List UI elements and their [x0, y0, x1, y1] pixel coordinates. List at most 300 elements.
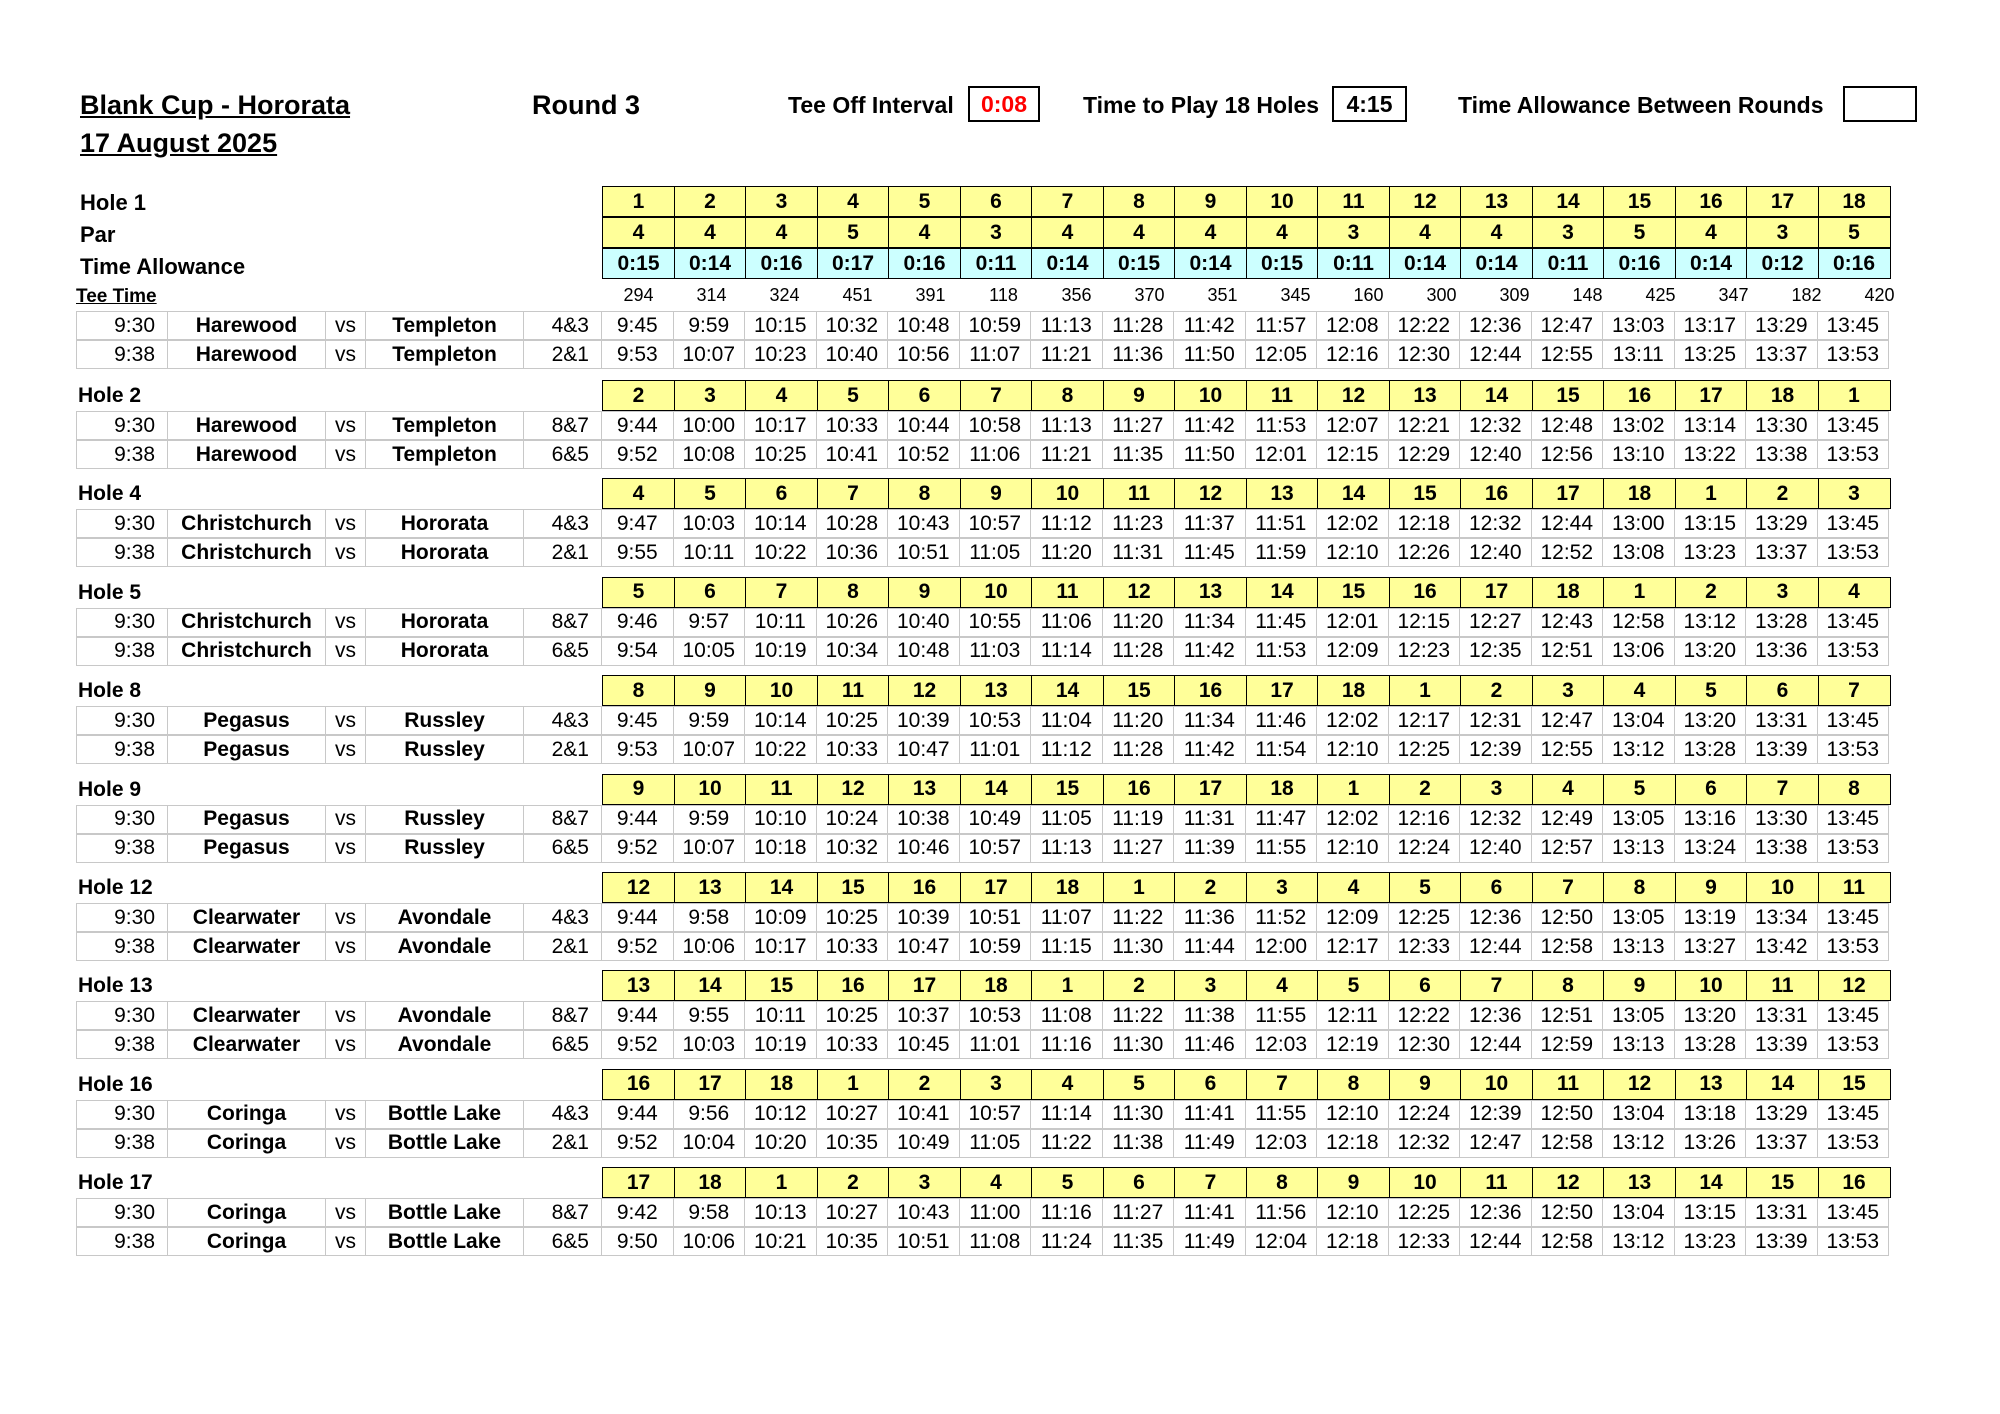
hole-time-10: 11:55 — [1246, 835, 1318, 862]
course-hole-18: 18 — [1818, 186, 1891, 217]
sequence-hole-8: 1 — [1103, 872, 1176, 903]
hole-time-11: 12:19 — [1317, 1031, 1389, 1058]
team-b: Templeton — [366, 441, 524, 468]
course-allowance-5: 0:16 — [888, 248, 961, 279]
hole-sequence — [602, 872, 1891, 903]
hole-time-12: 12:17 — [1389, 707, 1461, 734]
sequence-hole-6: 18 — [960, 970, 1033, 1001]
hole-time-16: 13:18 — [1675, 1101, 1747, 1128]
hole-time-3: 10:11 — [745, 1002, 817, 1029]
team-a: Pegasus — [168, 736, 326, 763]
hole-time-11: 12:02 — [1317, 510, 1389, 537]
hole-time-17: 13:36 — [1746, 638, 1818, 665]
hole-time-11: 12:10 — [1317, 736, 1389, 763]
course-par-9: 4 — [1174, 217, 1247, 248]
hole-time-6: 10:58 — [960, 412, 1032, 439]
match-result: 4&3 — [524, 707, 602, 734]
sequence-hole-7: 10 — [1031, 478, 1104, 509]
hole-time-7: 11:14 — [1031, 1101, 1103, 1128]
hole-time-6: 11:05 — [960, 539, 1032, 566]
match-row — [76, 834, 1889, 863]
hole-time-18: 13:45 — [1818, 1101, 1890, 1128]
hole-time-13: 12:36 — [1460, 312, 1532, 339]
course-distance-6: 118 — [989, 284, 1018, 305]
hole-time-18: 13:45 — [1818, 412, 1890, 439]
hole-time-1: 9:45 — [602, 707, 674, 734]
sequence-hole-9: 7 — [1174, 1167, 1247, 1198]
hole-time-7: 11:05 — [1031, 806, 1103, 833]
course-distance-18: 420 — [1864, 284, 1895, 305]
hole-time-5: 10:47 — [888, 933, 960, 960]
course-hole-2: 2 — [674, 186, 747, 217]
team-a: Pegasus — [168, 707, 326, 734]
hole-time-15: 13:02 — [1603, 412, 1675, 439]
match-result: 8&7 — [524, 412, 602, 439]
hole-time-1: 9:52 — [602, 835, 674, 862]
match-row — [76, 1100, 1889, 1129]
team-a: Clearwater — [168, 933, 326, 960]
match-result: 4&3 — [524, 1101, 602, 1128]
vs-label: vs — [326, 441, 366, 468]
hole-time-14: 12:55 — [1532, 341, 1604, 368]
hole-time-1: 9:52 — [602, 441, 674, 468]
hole-time-5: 10:48 — [888, 638, 960, 665]
hole-time-4: 10:24 — [817, 806, 889, 833]
hole-time-18: 13:45 — [1818, 1199, 1890, 1226]
hole-time-13: 12:32 — [1460, 412, 1532, 439]
sequence-hole-15: 5 — [1603, 774, 1676, 805]
course-allowance-3: 0:16 — [745, 248, 818, 279]
hole-time-10: 11:59 — [1246, 539, 1318, 566]
hole-time-13: 12:36 — [1460, 1199, 1532, 1226]
hole-time-12: 12:24 — [1389, 835, 1461, 862]
hole-time-4: 10:28 — [817, 510, 889, 537]
sequence-hole-15: 8 — [1603, 872, 1676, 903]
hole-time-8: 11:36 — [1103, 341, 1175, 368]
sequence-hole-12: 9 — [1389, 1069, 1462, 1100]
sequence-hole-13: 6 — [1460, 872, 1533, 903]
hole-time-6: 11:03 — [960, 638, 1032, 665]
hole-time-11: 12:02 — [1317, 707, 1389, 734]
hole-time-8: 11:19 — [1103, 806, 1175, 833]
course-par-10: 4 — [1246, 217, 1319, 248]
match-result: 6&5 — [524, 835, 602, 862]
team-a: Harewood — [168, 341, 326, 368]
hole-time-13: 12:44 — [1460, 1228, 1532, 1255]
hole-time-16: 13:25 — [1675, 341, 1747, 368]
course-hole-7: 7 — [1031, 186, 1104, 217]
hole-time-2: 9:56 — [674, 1101, 746, 1128]
team-a: Pegasus — [168, 806, 326, 833]
hole-time-4: 10:32 — [817, 835, 889, 862]
tee-time: 9:30 — [76, 1002, 168, 1029]
tee-time: 9:30 — [76, 806, 168, 833]
sequence-hole-14: 4 — [1532, 774, 1605, 805]
hole-time-7: 11:16 — [1031, 1031, 1103, 1058]
sequence-hole-17: 2 — [1746, 478, 1819, 509]
hole-time-4: 10:27 — [817, 1101, 889, 1128]
vs-label: vs — [326, 312, 366, 339]
match-result: 6&5 — [524, 638, 602, 665]
hole-time-12: 12:30 — [1389, 341, 1461, 368]
course-distance-1: 294 — [623, 284, 654, 305]
course-hole-15: 15 — [1603, 186, 1676, 217]
sequence-hole-9: 17 — [1174, 774, 1247, 805]
hole-time-13: 12:40 — [1460, 539, 1532, 566]
hole-time-3: 10:25 — [745, 441, 817, 468]
course-hole-17: 17 — [1746, 186, 1819, 217]
match-result: 4&3 — [524, 904, 602, 931]
hole-time-6: 10:57 — [960, 1101, 1032, 1128]
hole-time-2: 10:06 — [674, 933, 746, 960]
course-allowance-13: 0:14 — [1460, 248, 1533, 279]
hole-time-6: 10:57 — [960, 835, 1032, 862]
hole-sequence — [602, 1069, 1891, 1100]
match-row — [76, 1001, 1889, 1030]
hole-time-9: 11:49 — [1174, 1130, 1246, 1157]
hole-time-15: 13:04 — [1603, 1199, 1675, 1226]
hole-time-11: 12:18 — [1317, 1228, 1389, 1255]
vs-label: vs — [326, 609, 366, 636]
hole-time-5: 10:45 — [888, 1031, 960, 1058]
sequence-hole-4: 2 — [817, 1167, 890, 1198]
match-row — [76, 1030, 1889, 1059]
sequence-hole-14: 7 — [1532, 872, 1605, 903]
hole-time-2: 10:07 — [674, 835, 746, 862]
hole-time-11: 12:10 — [1317, 539, 1389, 566]
hole-time-3: 10:19 — [745, 638, 817, 665]
hole-time-9: 11:34 — [1174, 609, 1246, 636]
vs-label: vs — [326, 806, 366, 833]
sequence-hole-10: 3 — [1246, 872, 1319, 903]
hole-time-4: 10:25 — [817, 904, 889, 931]
tee-time: 9:30 — [76, 1101, 168, 1128]
hole-time-15: 13:03 — [1603, 312, 1675, 339]
hole-time-16: 13:28 — [1675, 736, 1747, 763]
hole-time-1: 9:47 — [602, 510, 674, 537]
vs-label: vs — [326, 638, 366, 665]
hole-time-10: 12:03 — [1246, 1130, 1318, 1157]
hole-time-2: 10:08 — [674, 441, 746, 468]
hole-time-5: 10:43 — [888, 1199, 960, 1226]
section-label: Hole 12 — [78, 876, 153, 899]
course-distance-2: 314 — [696, 284, 727, 305]
sequence-hole-3: 1 — [745, 1167, 818, 1198]
sequence-hole-17: 10 — [1746, 872, 1819, 903]
hole-time-11: 12:09 — [1317, 904, 1389, 931]
course-par-11: 3 — [1317, 217, 1390, 248]
hole-time-17: 13:31 — [1746, 1002, 1818, 1029]
sequence-hole-5: 9 — [888, 577, 961, 608]
hole-time-17: 13:28 — [1746, 609, 1818, 636]
sequence-hole-5: 6 — [888, 380, 961, 411]
hole-time-14: 12:50 — [1532, 904, 1604, 931]
hole-time-4: 10:25 — [817, 707, 889, 734]
hole-time-2: 9:58 — [674, 1199, 746, 1226]
hole-time-9: 11:42 — [1174, 312, 1246, 339]
course-hole-1: 1 — [602, 186, 675, 217]
sequence-hole-11: 4 — [1317, 872, 1390, 903]
hole-time-14: 12:44 — [1532, 510, 1604, 537]
sequence-hole-2: 5 — [674, 478, 747, 509]
hole-time-14: 12:59 — [1532, 1031, 1604, 1058]
sequence-hole-18: 16 — [1818, 1167, 1891, 1198]
hole-time-13: 12:35 — [1460, 638, 1532, 665]
course-distances — [602, 282, 1916, 308]
sequence-hole-13: 17 — [1460, 577, 1533, 608]
sequence-hole-8: 16 — [1103, 774, 1176, 805]
team-b: Bottle Lake — [366, 1130, 524, 1157]
hole-time-2: 10:03 — [674, 510, 746, 537]
hole-time-10: 11:45 — [1246, 609, 1318, 636]
sequence-hole-8: 9 — [1103, 380, 1176, 411]
sequence-hole-2: 17 — [674, 1069, 747, 1100]
hole-time-14: 12:50 — [1532, 1101, 1604, 1128]
hole-time-14: 12:50 — [1532, 1199, 1604, 1226]
hole-time-7: 11:20 — [1031, 539, 1103, 566]
hole-time-10: 11:47 — [1246, 806, 1318, 833]
hole-time-18: 13:45 — [1818, 510, 1890, 537]
hole-time-17: 13:31 — [1746, 1199, 1818, 1226]
sequence-hole-11: 18 — [1317, 675, 1390, 706]
hole-time-4: 10:41 — [817, 441, 889, 468]
hole-time-9: 11:39 — [1174, 835, 1246, 862]
vs-label: vs — [326, 412, 366, 439]
match-row — [76, 735, 1889, 764]
sequence-hole-3: 14 — [745, 872, 818, 903]
sequence-hole-15: 12 — [1603, 1069, 1676, 1100]
hole-time-5: 10:39 — [888, 707, 960, 734]
hole-time-12: 12:25 — [1389, 1199, 1461, 1226]
sequence-hole-16: 1 — [1675, 478, 1748, 509]
hole-time-18: 13:53 — [1818, 933, 1890, 960]
hole-time-14: 12:56 — [1532, 441, 1604, 468]
sequence-hole-11: 9 — [1317, 1167, 1390, 1198]
hole-time-8: 11:27 — [1103, 412, 1175, 439]
sequence-hole-7: 15 — [1031, 774, 1104, 805]
hole-time-5: 10:40 — [888, 609, 960, 636]
hole-time-5: 10:39 — [888, 904, 960, 931]
sequence-hole-3: 15 — [745, 970, 818, 1001]
hole-time-9: 11:49 — [1174, 1228, 1246, 1255]
hole-time-11: 12:17 — [1317, 933, 1389, 960]
course-hole-16: 16 — [1675, 186, 1748, 217]
tee-off-interval-value[interactable]: 0:08 — [968, 86, 1040, 122]
match-result: 8&7 — [524, 609, 602, 636]
sequence-hole-10: 13 — [1246, 478, 1319, 509]
sequence-hole-15: 9 — [1603, 970, 1676, 1001]
match-result: 2&1 — [524, 539, 602, 566]
sequence-hole-15: 1 — [1603, 577, 1676, 608]
sequence-hole-9: 6 — [1174, 1069, 1247, 1100]
hole-time-12: 12:25 — [1389, 736, 1461, 763]
hole-time-17: 13:29 — [1746, 1101, 1818, 1128]
hole-time-14: 12:48 — [1532, 412, 1604, 439]
sequence-hole-5: 12 — [888, 675, 961, 706]
match-result: 6&5 — [524, 1031, 602, 1058]
hole-time-8: 11:28 — [1103, 638, 1175, 665]
hole-time-6: 10:57 — [960, 510, 1032, 537]
hole-time-8: 11:22 — [1103, 904, 1175, 931]
course-allowance-12: 0:14 — [1389, 248, 1462, 279]
hole-time-8: 11:30 — [1103, 1031, 1175, 1058]
hole-time-14: 12:47 — [1532, 707, 1604, 734]
hole-time-13: 12:44 — [1460, 341, 1532, 368]
sequence-hole-6: 7 — [960, 380, 1033, 411]
hole-time-9: 11:50 — [1174, 341, 1246, 368]
hole-time-13: 12:40 — [1460, 441, 1532, 468]
hole-time-8: 11:38 — [1103, 1130, 1175, 1157]
hole-time-10: 11:53 — [1246, 638, 1318, 665]
hole-time-5: 10:51 — [888, 1228, 960, 1255]
hole-time-9: 11:38 — [1174, 1002, 1246, 1029]
hole-time-16: 13:26 — [1675, 1130, 1747, 1157]
allowance-between-label: Time Allowance Between Rounds — [1458, 92, 1824, 118]
course-distance-14: 148 — [1572, 284, 1603, 305]
sequence-hole-12: 2 — [1389, 774, 1462, 805]
sequence-hole-17: 6 — [1746, 675, 1819, 706]
hole-time-6: 11:01 — [960, 736, 1032, 763]
course-distance-17: 182 — [1791, 284, 1822, 305]
hole-time-3: 10:17 — [745, 412, 817, 439]
course-par-12: 4 — [1389, 217, 1462, 248]
hole-time-8: 11:28 — [1103, 736, 1175, 763]
sequence-hole-4: 8 — [817, 577, 890, 608]
hole-time-17: 13:37 — [1746, 341, 1818, 368]
tee-time: 9:38 — [76, 933, 168, 960]
sequence-hole-12: 13 — [1389, 380, 1462, 411]
course-hole-10: 10 — [1246, 186, 1319, 217]
time-to-play-value[interactable]: 4:15 — [1332, 86, 1407, 122]
hole-time-7: 11:16 — [1031, 1199, 1103, 1226]
hole-time-5: 10:38 — [888, 806, 960, 833]
sequence-hole-3: 4 — [745, 380, 818, 411]
hole-time-2: 9:59 — [674, 312, 746, 339]
hole-1-label: Hole 1 — [80, 190, 147, 215]
course-pars — [602, 217, 1891, 248]
vs-label: vs — [326, 707, 366, 734]
match-row — [76, 1198, 1889, 1227]
vs-label: vs — [326, 736, 366, 763]
sequence-hole-17: 3 — [1746, 577, 1819, 608]
tee-time: 9:30 — [76, 412, 168, 439]
hole-time-9: 11:37 — [1174, 510, 1246, 537]
vs-label: vs — [326, 539, 366, 566]
hole-time-12: 12:30 — [1389, 1031, 1461, 1058]
course-allowance-2: 0:14 — [674, 248, 747, 279]
match-row — [76, 608, 1889, 637]
course-hole-6: 6 — [960, 186, 1033, 217]
course-par-7: 4 — [1031, 217, 1104, 248]
sequence-hole-17: 14 — [1746, 1069, 1819, 1100]
sequence-hole-4: 12 — [817, 774, 890, 805]
hole-time-5: 10:44 — [888, 412, 960, 439]
course-distance-5: 391 — [915, 284, 946, 305]
time-to-play-label: Time to Play 18 Holes — [1083, 92, 1320, 118]
hole-time-7: 11:15 — [1031, 933, 1103, 960]
match-row — [76, 706, 1889, 735]
hole-time-3: 10:09 — [745, 904, 817, 931]
hole-time-3: 10:22 — [745, 736, 817, 763]
hole-time-2: 10:03 — [674, 1031, 746, 1058]
match-result: 2&1 — [524, 341, 602, 368]
sequence-hole-4: 15 — [817, 872, 890, 903]
par-label: Par — [80, 222, 116, 247]
hole-time-18: 13:53 — [1818, 736, 1890, 763]
sequence-hole-6: 3 — [960, 1069, 1033, 1100]
course-allowance-6: 0:11 — [960, 248, 1033, 279]
sequence-hole-2: 10 — [674, 774, 747, 805]
tee-off-interval-label: Tee Off Interval — [788, 92, 954, 118]
match-row — [76, 411, 1889, 440]
hole-time-17: 13:29 — [1746, 312, 1818, 339]
hole-time-14: 12:51 — [1532, 1002, 1604, 1029]
hole-time-14: 12:52 — [1532, 539, 1604, 566]
team-a: Harewood — [168, 441, 326, 468]
sequence-hole-6: 9 — [960, 478, 1033, 509]
match-result: 6&5 — [524, 441, 602, 468]
sequence-hole-10: 18 — [1246, 774, 1319, 805]
sequence-hole-10: 11 — [1246, 380, 1319, 411]
allowance-between-value[interactable] — [1843, 86, 1917, 122]
hole-time-5: 10:56 — [888, 341, 960, 368]
hole-time-17: 13:30 — [1746, 806, 1818, 833]
hole-time-3: 10:20 — [745, 1130, 817, 1157]
course-par-4: 5 — [817, 217, 890, 248]
hole-time-6: 11:05 — [960, 1130, 1032, 1157]
hole-sequence — [602, 774, 1891, 805]
hole-time-5: 10:43 — [888, 510, 960, 537]
course-par-5: 4 — [888, 217, 961, 248]
course-hole-4: 4 — [817, 186, 890, 217]
hole-time-15: 13:05 — [1603, 904, 1675, 931]
hole-time-10: 11:53 — [1246, 412, 1318, 439]
sequence-hole-18: 4 — [1818, 577, 1891, 608]
sequence-hole-16: 17 — [1675, 380, 1748, 411]
hole-time-1: 9:53 — [602, 736, 674, 763]
tee-time: 9:30 — [76, 510, 168, 537]
match-result: 8&7 — [524, 806, 602, 833]
course-distance-16: 347 — [1718, 284, 1749, 305]
sequence-hole-5: 17 — [888, 970, 961, 1001]
hole-time-18: 13:45 — [1818, 1002, 1890, 1029]
hole-time-18: 13:53 — [1818, 441, 1890, 468]
hole-time-12: 12:21 — [1389, 412, 1461, 439]
hole-time-4: 10:33 — [817, 412, 889, 439]
hole-time-13: 12:39 — [1460, 736, 1532, 763]
sequence-hole-17: 18 — [1746, 380, 1819, 411]
course-allowance-10: 0:15 — [1246, 248, 1319, 279]
sequence-hole-7: 8 — [1031, 380, 1104, 411]
sequence-hole-2: 9 — [674, 675, 747, 706]
hole-time-4: 10:33 — [817, 736, 889, 763]
team-b: Avondale — [366, 904, 524, 931]
hole-time-16: 13:15 — [1675, 510, 1747, 537]
course-hole-5: 5 — [888, 186, 961, 217]
hole-time-7: 11:12 — [1031, 510, 1103, 537]
sequence-hole-3: 10 — [745, 675, 818, 706]
tee-time: 9:38 — [76, 835, 168, 862]
course-distance-11: 160 — [1353, 284, 1384, 305]
course-distance-15: 425 — [1645, 284, 1676, 305]
section-label: Hole 8 — [78, 679, 142, 703]
hole-time-4: 10:33 — [817, 933, 889, 960]
hole-time-2: 9:58 — [674, 904, 746, 931]
hole-sequence — [602, 970, 1891, 1001]
sequence-hole-8: 15 — [1103, 675, 1176, 706]
hole-time-6: 10:49 — [960, 806, 1032, 833]
hole-time-11: 12:07 — [1317, 412, 1389, 439]
